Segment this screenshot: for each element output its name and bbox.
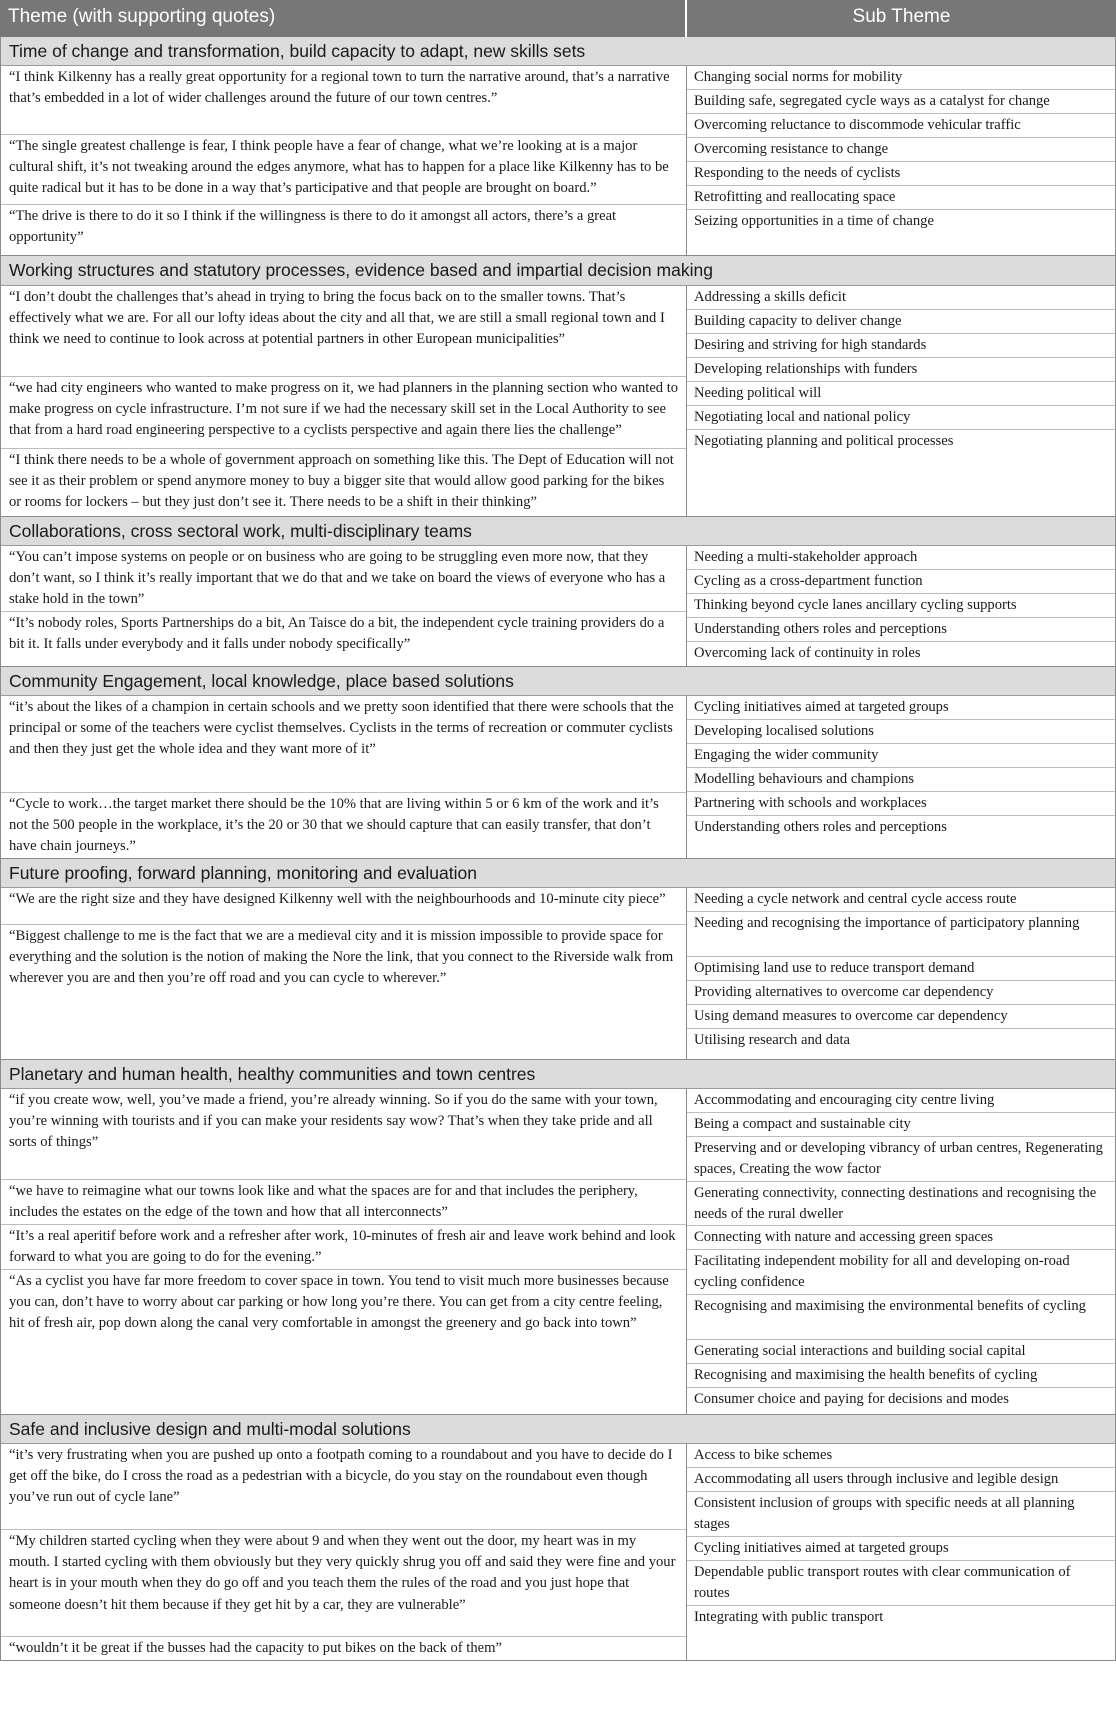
subtheme-item: Recognising and maximising the environmental benefits of cycling bbox=[687, 1295, 1115, 1340]
subtheme-item: Seizing opportunities in a time of change bbox=[694, 213, 934, 229]
subtheme-item: Changing social norms for mobility bbox=[687, 66, 1115, 90]
quotes-column bbox=[1, 286, 687, 516]
subtheme-item: Understanding others roles and perceptions bbox=[687, 618, 1115, 642]
supporting-quote: “The drive is there to do it so I think if the willingness is there to do it amongst all actors, there’s a great opportunity” bbox=[9, 208, 617, 246]
subtheme-item: Optimising land use to reduce transport demand bbox=[687, 957, 1115, 981]
subtheme-item: Generating social interactions and building social capital bbox=[687, 1340, 1115, 1364]
supporting-quote: “if you create wow, well, you’ve made a friend, you’re already winning. So if you do the same with your town, you’re winning with tourists and if you can make your residents say wow? That’s when they take pride and all sorts of things” bbox=[1, 1089, 686, 1180]
supporting-quote: “We are the right size and they have designed Kilkenny well with the neighbourhoods and 10-minute city piece” bbox=[1, 888, 686, 925]
supporting-quote: “Biggest challenge to me is the fact that we are a medieval city and it is mission impossible to provide space for everything and the solution is the notion of making the Nore the link, that you connect to the Riverside walk from wherever you are and then you’re off road and you can cycle to wherever.” bbox=[9, 928, 674, 987]
subthemes-column bbox=[687, 888, 1115, 1059]
header-subtheme: Sub Theme bbox=[852, 6, 951, 27]
supporting-quote: “I think there needs to be a whole of government approach on something like this. The Dept of Education will not see it as their problem or spend anymore money to buy a bigger site that would allow good parking for the bikes or rooms for lockers – but they just don’t see it. There needs to be a shift in their thinking” bbox=[9, 452, 674, 511]
subthemes-column bbox=[687, 66, 1115, 255]
subtheme-item: Modelling behaviours and champions bbox=[687, 768, 1115, 792]
subtheme-item: Integrating with public transport bbox=[694, 1609, 884, 1625]
quotes-column bbox=[1, 888, 687, 1059]
subtheme-item: Recognising and maximising the health benefits of cycling bbox=[687, 1364, 1115, 1388]
subthemes-column bbox=[687, 546, 1115, 666]
supporting-quote: “Cycle to work…the target market there should be the 10% that are living within 5 or 6 km of the work and it’s not the 500 people in the workplace, it’s the 20 or 30 that we should capture that can easily transfer, that don’t have chain journeys.” bbox=[9, 796, 659, 855]
subtheme-item: Developing localised solutions bbox=[687, 720, 1115, 744]
subtheme-item: Needing political will bbox=[687, 382, 1115, 406]
supporting-quote: “It’s nobody roles, Sports Partnerships do a bit, An Taisce do a bit, the independent cycle training providers do a bit it. It falls under everybody and it falls under nobody specifically” bbox=[9, 615, 665, 653]
subtheme-item: Engaging the wider community bbox=[687, 744, 1115, 768]
subtheme-item: Dependable public transport routes with clear communication of routes bbox=[687, 1561, 1115, 1606]
subtheme-item: Overcoming resistance to change bbox=[687, 138, 1115, 162]
quotes-column bbox=[1, 546, 687, 666]
subtheme-item: Utilising research and data bbox=[694, 1032, 851, 1048]
theme-section bbox=[0, 667, 1116, 859]
supporting-quote: “we had city engineers who wanted to make progress on it, we had planners in the planning section who wanted to make progress on cycle infrastructure. I’m not sure if we had the necessary skill set in the Local Authority to see that from a hard road engineering perspective to a cyclists perspective and again there lies the challenge” bbox=[1, 377, 686, 449]
supporting-quote: “As a cyclist you have far more freedom to cover space in town. You tend to visit much more businesses because you can, don’t have to worry about car parking or how long you’re there. You can get from a city centre feeling, hit of fresh air, pop down along the canal very comfortable in amongst the greenery and go back into town” bbox=[9, 1273, 669, 1332]
theme-section bbox=[0, 517, 1116, 667]
section-title: Time of change and transformation, build capacity to adapt, new skills sets bbox=[1, 37, 1115, 66]
subtheme-item: Thinking beyond cycle lanes ancillary cycling supports bbox=[687, 594, 1115, 618]
subtheme-item: Accommodating all users through inclusive and legible design bbox=[687, 1468, 1115, 1492]
supporting-quote: “I think Kilkenny has a really great opportunity for a regional town to turn the narrative around, that’s a narrative that’s embedded in a lot of wider challenges around the future of our town centres.” bbox=[1, 66, 686, 135]
subtheme-item: Building capacity to deliver change bbox=[687, 310, 1115, 334]
theme-section bbox=[0, 37, 1116, 256]
quotes-column bbox=[1, 696, 687, 858]
supporting-quote: “The single greatest challenge is fear, I think people have a fear of change, what we’re looking at is a major cultural shift, it’s not tweaking around the edges anymore, what has to happen for a place like Kilkenny has to be quite radical but it has to be done in a way that’s participative and that people are brought on board.” bbox=[1, 135, 686, 205]
table-header bbox=[0, 0, 1116, 37]
subtheme-item: Needing and recognising the importance of participatory planning bbox=[687, 912, 1115, 957]
supporting-quote: “wouldn’t it be great if the busses had the capacity to put bikes on the back of them” bbox=[9, 1640, 502, 1656]
supporting-quote: “we have to reimagine what our towns look like and what the spaces are for and that includes the periphery, includes the estates on the edge of the town and how that all interconnects” bbox=[1, 1180, 686, 1225]
theme-section bbox=[0, 1415, 1116, 1661]
subtheme-item: Building safe, segregated cycle ways as a catalyst for change bbox=[687, 90, 1115, 114]
subtheme-item: Consumer choice and paying for decisions and modes bbox=[694, 1391, 1009, 1407]
theme-section bbox=[0, 256, 1116, 517]
subtheme-item: Negotiating local and national policy bbox=[687, 406, 1115, 430]
supporting-quote: “My children started cycling when they were about 9 and when they went out the door, my heart was in my mouth. I started cycling with them obviously but they very quickly shrug you off and said they were fine and your heart is in your mouth when they do go off and you teach them the rules of the road and you just hope that someone doesn’t hit them because if they get hit by a car, they are vulnerable” bbox=[1, 1530, 686, 1637]
section-title: Community Engagement, local knowledge, place based solutions bbox=[1, 667, 1115, 696]
quotes-column bbox=[1, 1444, 687, 1660]
subtheme-item: Negotiating planning and political processes bbox=[694, 433, 954, 449]
quotes-column bbox=[1, 1089, 687, 1414]
supporting-quote: “I don’t doubt the challenges that’s ahead in trying to bring the focus back on to the smaller towns. That’s effectively what we are. For all our lofty ideas about the city and all that, we are still a small regional town and I think we need to continue to look across at potential partners in other European municipalities” bbox=[1, 286, 686, 377]
supporting-quote: “it’s about the likes of a champion in certain schools and we pretty soon identified that there were schools that the principal or some of the teachers were cyclist themselves. Cyclists in the terms of recreation or commuter cyclists and then they just get the whole idea and they want more of it” bbox=[1, 696, 686, 793]
subtheme-item: Developing relationships with funders bbox=[687, 358, 1115, 382]
subtheme-item: Overcoming lack of continuity in roles bbox=[694, 645, 921, 661]
subtheme-item: Understanding others roles and perceptions bbox=[694, 819, 947, 835]
subtheme-item: Retrofitting and reallocating space bbox=[687, 186, 1115, 210]
subtheme-item: Responding to the needs of cyclists bbox=[687, 162, 1115, 186]
subtheme-item: Connecting with nature and accessing green spaces bbox=[687, 1226, 1115, 1250]
header-theme: Theme (with supporting quotes) bbox=[0, 0, 687, 37]
subthemes-column bbox=[687, 696, 1115, 858]
subtheme-item: Needing a cycle network and central cycle access route bbox=[687, 888, 1115, 912]
subtheme-item: Consistent inclusion of groups with specific needs at all planning stages bbox=[687, 1492, 1115, 1537]
supporting-quote: “It’s a real aperitif before work and a refresher after work, 10-minutes of fresh air and leave work behind and look forward to what you are going to do for the evening.” bbox=[1, 1225, 686, 1270]
section-title: Safe and inclusive design and multi-modal solutions bbox=[1, 1415, 1115, 1444]
subtheme-item: Cycling initiatives aimed at targeted groups bbox=[687, 696, 1115, 720]
table-body bbox=[0, 37, 1116, 1661]
subtheme-item: Cycling as a cross-department function bbox=[687, 570, 1115, 594]
subthemes-column bbox=[687, 286, 1115, 516]
section-title: Planetary and human health, healthy communities and town centres bbox=[1, 1060, 1115, 1089]
supporting-quote: “You can’t impose systems on people or on business who are going to be struggling even more now, that they don’t want, so I think it’s really important that we do that and we take on board the views of everyone who has a stake hold in the town” bbox=[1, 546, 686, 612]
theme-section bbox=[0, 1060, 1116, 1415]
section-title: Working structures and statutory processes, evidence based and impartial decision making bbox=[1, 256, 1115, 286]
subtheme-item: Access to bike schemes bbox=[687, 1444, 1115, 1468]
section-title: Collaborations, cross sectoral work, multi-disciplinary teams bbox=[1, 517, 1115, 546]
quotes-column bbox=[1, 66, 687, 255]
section-title: Future proofing, forward planning, monitoring and evaluation bbox=[1, 859, 1115, 888]
subtheme-item: Preserving and or developing vibrancy of urban centres, Regenerating spaces, Creating the wow factor bbox=[687, 1137, 1115, 1182]
subtheme-item: Cycling initiatives aimed at targeted groups bbox=[687, 1537, 1115, 1561]
subtheme-item: Addressing a skills deficit bbox=[687, 286, 1115, 310]
subtheme-item: Partnering with schools and workplaces bbox=[687, 792, 1115, 816]
subtheme-item: Generating connectivity, connecting destinations and recognising the needs of the rural dweller bbox=[687, 1182, 1115, 1226]
subtheme-item: Providing alternatives to overcome car dependency bbox=[687, 981, 1115, 1005]
subthemes-column bbox=[687, 1444, 1115, 1660]
subtheme-item: Accommodating and encouraging city centre living bbox=[687, 1089, 1115, 1113]
theme-section bbox=[0, 859, 1116, 1060]
supporting-quote: “it’s very frustrating when you are pushed up onto a footpath coming to a roundabout and you have to decide do I get off the bike, do I cross the road as a pedestrian with a bicycle, do you stay on the roundabout even though you’ve run out of cycle lane” bbox=[1, 1444, 686, 1530]
subthemes-column bbox=[687, 1089, 1115, 1414]
subtheme-item: Being a compact and sustainable city bbox=[687, 1113, 1115, 1137]
subtheme-item: Needing a multi-stakeholder approach bbox=[687, 546, 1115, 570]
subtheme-item: Using demand measures to overcome car dependency bbox=[687, 1005, 1115, 1029]
subtheme-item: Facilitating independent mobility for all and developing on-road cycling confidence bbox=[687, 1250, 1115, 1295]
subtheme-item: Overcoming reluctance to discommode vehicular traffic bbox=[687, 114, 1115, 138]
subtheme-item: Desiring and striving for high standards bbox=[687, 334, 1115, 358]
